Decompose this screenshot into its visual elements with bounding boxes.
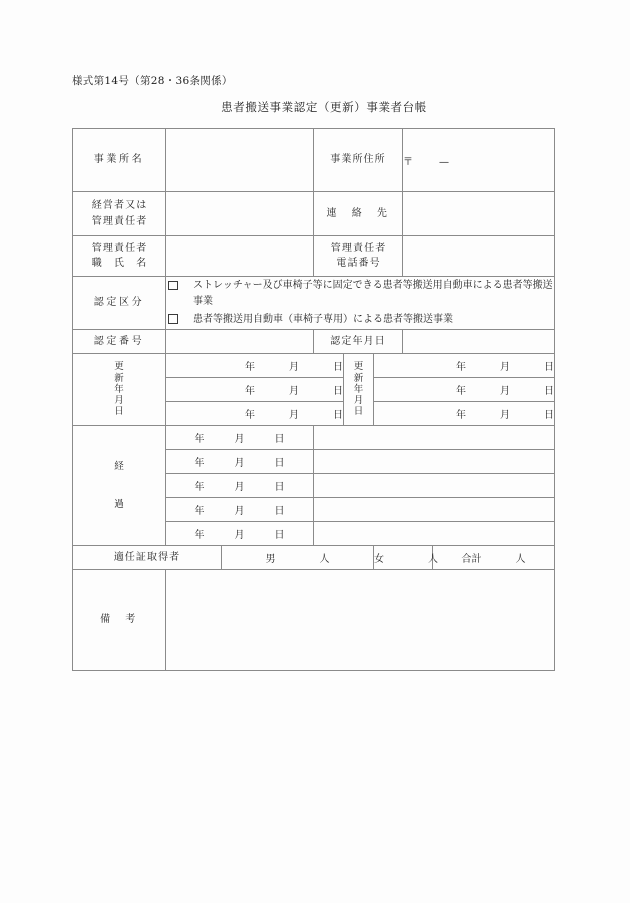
label-office-name: 事業所名: [73, 129, 166, 192]
input-renewal-date-left-3[interactable]: 年 月 日: [166, 402, 344, 426]
input-responsible-phone[interactable]: [403, 236, 555, 277]
input-progress-note-2[interactable]: [314, 450, 555, 474]
table-row-renewal-1: [73, 354, 555, 378]
input-remarks[interactable]: [166, 570, 555, 671]
input-certified-total[interactable]: 合計 人: [433, 546, 555, 570]
input-certification-number[interactable]: [166, 330, 314, 354]
label-certification-number: 認定番号: [73, 330, 166, 354]
input-responsible-name[interactable]: [166, 236, 314, 277]
input-progress-note-3[interactable]: [314, 474, 555, 498]
category-option-2[interactable]: [166, 312, 554, 328]
label-contact: 連 絡 先: [314, 192, 403, 236]
postal-mark-icon: 〒: [403, 156, 414, 168]
table-row-remarks: [73, 570, 555, 671]
input-progress-note-4[interactable]: [314, 498, 555, 522]
category-options: [166, 277, 555, 330]
input-office-name[interactable]: [166, 129, 314, 192]
label-renewal-right: 更 新 年 月 日: [344, 354, 374, 426]
empty-checkbox-icon[interactable]: [168, 281, 178, 291]
label-responsible-name: 管理責任者 職 氏 名: [73, 236, 166, 277]
label-responsible-phone: 管理責任者 電話番号: [314, 236, 403, 277]
registry-form-table: [72, 128, 555, 671]
input-renewal-date-left-2[interactable]: 年 月 日: [166, 378, 344, 402]
input-certified-male[interactable]: 男 人: [222, 546, 374, 570]
input-progress-date-2[interactable]: 年 月 日: [166, 450, 314, 474]
table-row-manager: [73, 192, 555, 236]
label-category: 認定区分: [73, 277, 166, 330]
category-option-1[interactable]: [166, 278, 554, 310]
form-number: 様式第14号（第28・36条関係）: [72, 75, 233, 87]
postal-dash: —: [439, 156, 450, 168]
input-contact[interactable]: [403, 192, 555, 236]
label-renewal-left: 更 新 年 月 日: [73, 354, 166, 426]
label-certification-date: 認定年月日: [314, 330, 403, 354]
input-progress-date-4[interactable]: 年 月 日: [166, 498, 314, 522]
input-renewal-date-right-2[interactable]: 年 月 日: [374, 378, 555, 402]
input-progress-note-1[interactable]: [314, 426, 555, 450]
input-renewal-date-right-3[interactable]: 年 月 日: [374, 402, 555, 426]
input-certification-date[interactable]: [403, 330, 555, 354]
category-option-1-label: ストレッチャー及び車椅子等に固定できる患者等搬送用自動車による患者等搬送事業: [193, 280, 553, 308]
input-progress-date-3[interactable]: 年 月 日: [166, 474, 314, 498]
input-renewal-date-right-1[interactable]: 年 月 日: [374, 354, 555, 378]
input-renewal-date-left-1[interactable]: 年 月 日: [166, 354, 344, 378]
label-office-address: 事業所住所: [314, 129, 403, 192]
table-row-certified: [73, 546, 555, 570]
category-option-2-label: 患者等搬送用自動車（車椅子専用）による患者等搬送事業: [193, 313, 453, 325]
input-progress-note-5[interactable]: [314, 522, 555, 546]
input-progress-date-5[interactable]: 年 月 日: [166, 522, 314, 546]
table-row-category: [73, 277, 555, 330]
table-row-number: [73, 330, 555, 354]
table-row-office: [73, 129, 555, 192]
table-row-progress-1: [73, 426, 555, 450]
input-certified-female[interactable]: 女 人: [374, 546, 433, 570]
document-title: 患者搬送事業認定（更新）事業者台帳: [221, 100, 427, 114]
label-progress: 経 過: [73, 426, 166, 546]
label-manager: 経営者又は 管理責任者: [73, 192, 166, 236]
label-certified-holders: 適任証取得者: [73, 546, 222, 570]
input-progress-date-1[interactable]: 年 月 日: [166, 426, 314, 450]
input-manager-name[interactable]: [166, 192, 314, 236]
table-row-responsible: [73, 236, 555, 277]
label-remarks: 備 考: [73, 570, 166, 671]
input-office-address[interactable]: [403, 129, 555, 192]
empty-checkbox-icon[interactable]: [168, 314, 178, 324]
